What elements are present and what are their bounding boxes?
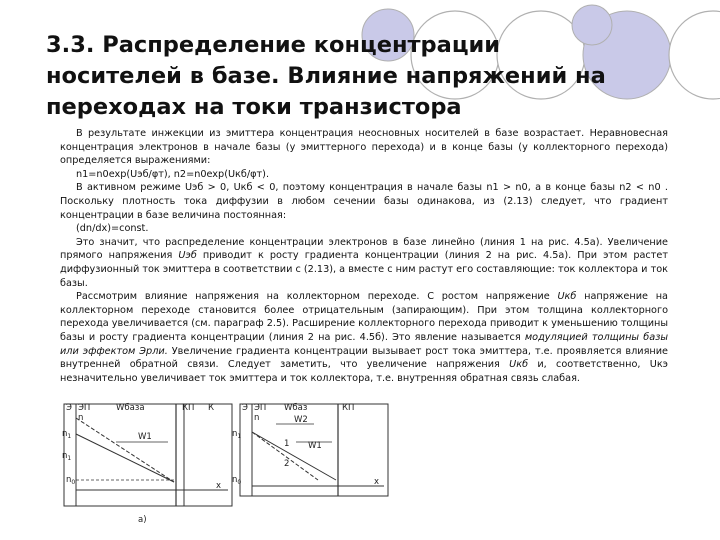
- diagram-a-label-ep: ЭП: [78, 403, 91, 413]
- diagram-b-line-1: [252, 432, 336, 480]
- formula-n1-n2: n1=n0exp(Uэб/φт), n2=n0exp(Uкб/φт).: [76, 168, 270, 180]
- emphasis-early-effect: модуляцией толщины базы или эффектом Эрли.: [60, 331, 668, 357]
- diagram-a-line-1: [76, 434, 174, 482]
- paragraph-injection: В результате инжекции из эмиттера концентрация неосновных носителей в базе возрастает. Неравновесная концентрация электронов в начале базы (у эмиттерного перехода) и в конце базы (у коллекторного перехода) определяется выражениями:: [60, 128, 668, 167]
- diagram-a-label-kp: КП: [182, 403, 195, 413]
- text-span: приводит к росту градиента концентрации (линия 2 на рис. 4.5а). При этом растет диффузионный ток эмиттера в соответствии с (2.13), а вместе с ним растут его составляющие: ток коллектора и ток базы.: [60, 250, 668, 289]
- diagram-a-frame: [64, 404, 232, 506]
- diagram-a-label-n1: $n_1$: [62, 429, 72, 440]
- diagram-b-label-2: 2: [284, 459, 290, 469]
- diagram-b-label-n: n: [254, 413, 260, 423]
- formula-gradient: (dn/dx)=const.: [76, 223, 149, 235]
- diagram-a-label-k: К: [208, 403, 215, 413]
- diagram-a-caption: a): [138, 515, 147, 525]
- paragraph-collector-voltage: [60, 290, 668, 385]
- emphasis-ukb: Uкб: [509, 359, 529, 371]
- diagram-a-label-e: Э: [66, 403, 72, 413]
- paragraph-active-mode: В активном режиме Uэб > 0, Uкб < 0, поэтому концентрация в начале базы n1 > n0, а в конце базы n2 < n0 . Поскольку плотность тока диффузии в любом сечении базы одинакова, из (2.13) следует, что градиент концентрации в базе величина постоянная:: [60, 182, 668, 221]
- diagram-a-label-n0: $n_0$: [66, 475, 76, 486]
- body-text: [60, 127, 668, 385]
- diagram-b-label-1: 1: [284, 439, 290, 449]
- diagram-b-label-n0: $n_0$: [232, 475, 242, 486]
- diagram-b-label-x: x: [374, 477, 380, 487]
- title-line-1: 3.3. Распределение концентрации: [46, 32, 501, 58]
- diagram-a-labels: [62, 403, 221, 525]
- diagram-b-label-n1: $n_1$: [232, 429, 242, 440]
- page-title: [46, 30, 686, 123]
- diagram-b-labels: [232, 403, 379, 487]
- diagram-b-label-w1: W1: [308, 441, 322, 451]
- diagram-a-label-n: n: [78, 413, 84, 423]
- text-span: Увеличение градиента концентрации вызывает рост тока эмиттера, т.е. проявляется влияние внутренней обратной связи. Следует заметить, что увеличение напряжения: [60, 345, 668, 371]
- diagram-a-label-wbase: Wбаза: [116, 403, 145, 413]
- diagram-b-label-wbase: Wбаз: [284, 403, 308, 413]
- diagram-a-line-2: [76, 418, 174, 482]
- emphasis-ukb: Uкб: [557, 291, 577, 303]
- diagram-b-label-kp: КП: [342, 403, 355, 413]
- text-span: и, соответственно, Uкэ незначительно увеличивает ток эмиттера и ток коллектора, т.е. внутренняя обратная связь слабая.: [60, 359, 668, 384]
- diagram-a: [64, 404, 232, 506]
- text-span: Рассмотрим влияние напряжения на коллекторном переходе. С ростом напряжение: [76, 291, 558, 303]
- diagram-b-label-w2: W2: [294, 415, 308, 425]
- diagram-a-label-x: x: [216, 481, 222, 491]
- text-span: напряжение на коллекторном переходе становится более отрицательным (запирающим). При этом толщина коллекторного перехода увеличивается (см. параграф 2.5). Расширение коллекторного перехода приводит к уменьшению толщины базы и росту градиента концентрации (линия 2 на рис. 4.5б). Это явление называется: [60, 291, 668, 343]
- title-line-3: переходах на токи транзистора: [46, 94, 462, 120]
- paragraph-linear-distribution: [60, 236, 668, 290]
- emphasis-ueb: Uэб: [178, 250, 197, 262]
- title-line-2: носителей в базе. Влияние напряжений на: [46, 63, 606, 89]
- diagram-b-label-e: Э: [242, 403, 248, 413]
- diagram-a-label-n1b: $n_1$: [62, 451, 72, 462]
- figure-concentration-diagrams: [56, 398, 396, 540]
- text-span: Это значит, что распределение концентрации электронов в базе линейно (линия 1 на рис. 4.5а). Увеличение прямого напряжения: [60, 236, 668, 262]
- diagram-b-label-ep: ЭП: [254, 403, 267, 413]
- diagram-a-label-w1: W1: [138, 432, 152, 442]
